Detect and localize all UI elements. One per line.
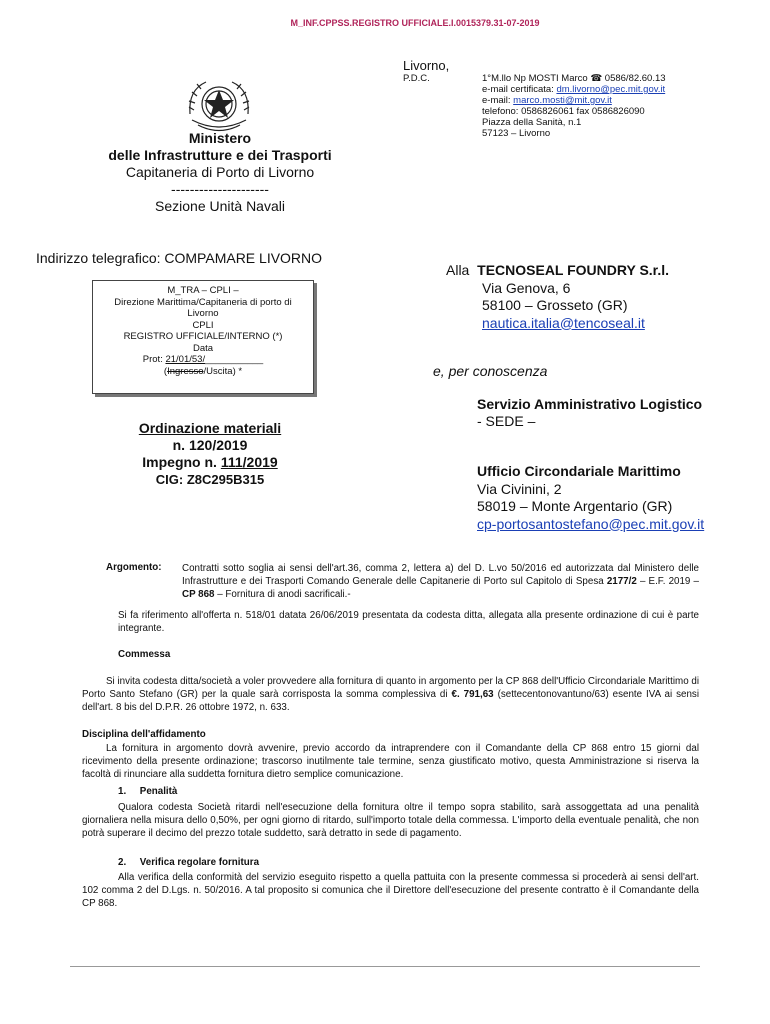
contact-email: e-mail: marco.mosti@mit.gov.it <box>482 95 612 106</box>
cc-sal <box>477 396 702 430</box>
register-line: CPLI <box>192 319 214 331</box>
recipient-city: 58100 – Grosseto (GR) <box>482 297 628 313</box>
footer-divider <box>70 966 700 967</box>
sender-contact <box>482 73 666 139</box>
order-title: Ordinazione materiali <box>138 420 282 436</box>
verifica-paragraph: Alla verifica della conformità del servizio eseguito rispetto a quella pattuita con la presente commessa si procederà ai sensi dell'art. 102 comma 2 del D.Lgs. n. 50/2016. A tal proposito si comunica che il Direttore dell'esecuzione del presente contratto è il Comandante della CP 868. <box>82 872 699 909</box>
argomento-label: Argomento: <box>106 562 162 573</box>
protocol-stamp: M_INF.CPPSS.REGISTRO UFFICIALE.I.0015379.31-07-2019 <box>290 18 540 28</box>
disciplina-paragraph: La fornitura in argomento dovrà avvenire, previo accordo da intraprendere con il Comandante della CP 868 entro 15 giorni dal ricevimento della presente ordinazione; trascorso inutilmente tale termine, senza giustificato motivo, questa Amministrazione si riserva la facoltà di rinunciare alla suddetta fornitura dietro semplice comunicazione. <box>82 743 699 780</box>
order-impegno: Impegno n. 111/2019 <box>142 454 278 470</box>
ministry-header <box>60 130 380 215</box>
order-block <box>90 420 330 488</box>
recipient-street: Via Genova, 6 <box>482 279 571 296</box>
ingresso-struck: Ingresso <box>167 365 204 377</box>
cc-ucm-city: 58019 – Monte Argentario (GR) <box>477 498 673 514</box>
cc-ucm-name: Ufficio Circondariale Marittimo <box>477 463 681 479</box>
telegraph-address: Indirizzo telegrafico: COMPAMARE LIVORNO <box>36 250 323 266</box>
pec-link[interactable]: dm.livorno@pec.mit.gov.it <box>556 84 666 95</box>
per-conoscenza: e, per conoscenza <box>433 363 548 379</box>
contact-zip-city: 57123 – Livorno <box>482 128 551 139</box>
cc-ucm-email-link[interactable]: cp-portosantostefano@pec.mit.gov.it <box>477 515 705 532</box>
recipient-name-line: Alla TECNOSEAL FOUNDRY S.r.l. <box>446 262 670 278</box>
header-separator: --------------------- <box>171 181 269 197</box>
ministry-name: Ministero <box>188 130 252 146</box>
cc-sal-name: Servizio Amministrativo Logistico <box>477 396 703 412</box>
commessa-amount: €. 791,63 <box>451 689 494 700</box>
recipient-email-link[interactable]: nautica.italia@tencoseal.it <box>482 314 645 331</box>
register-box <box>92 280 314 394</box>
prot-number: 21/01/53/ <box>165 354 206 365</box>
register-line: M_TRA – CPLI – <box>167 285 239 296</box>
ministry-full-name: delle Infrastrutture e dei Trasporti <box>108 147 332 163</box>
recipient-address <box>446 262 669 332</box>
register-line: REGISTRO UFFICIALE/INTERNO (*) <box>123 331 283 342</box>
verifica-heading: 2. Verifica regolare fornitura <box>118 857 260 868</box>
riferimento-paragraph: Si fa riferimento all'offerta n. 518/01 datata 26/06/2019 presentata da codesta ditta, allegata alla presente ordinazione di cui è parte integrante. <box>118 610 699 634</box>
contact-street: Piazza della Sanità, n.1 <box>482 117 582 128</box>
email-link[interactable]: marco.mosti@mit.gov.it <box>513 95 612 106</box>
register-prot: Prot: 21/01/53/___________ <box>142 354 264 365</box>
order-cig: CIG: Z8C295B315 <box>155 472 265 487</box>
penalita-paragraph: Qualora codesta Società ritardi nell'esecuzione della fornitura oltre il tempo sopra stabilito, sarà assoggettata ad una penalità giornaliera nella misura dello 0,50%, per ogni giorno di ritardo, sull'importo totale della commessa. L'importo della eventuale penalità, che non potrà superare il decimo del prezzo totale suddetto, sarà detratto in sede di pagamento. <box>82 802 699 839</box>
disciplina-heading: Disciplina dell'affidamento <box>82 729 206 740</box>
section-name: Sezione Unità Navali <box>155 198 285 214</box>
cc-ucm-street: Via Civinini, 2 <box>477 480 562 497</box>
argomento-text: Contratti sotto soglia ai sensi dell'art.36, comma 2, lettera a) del D. L.vo 50/2016 ed autorizzata dal Ministero delle Infrastrutture e dei Trasporti Comando Generale delle Capitanerie di Porto sul Capitolo di Spesa 2177/2 – E.F. 2019 – CP 868 – Fornitura di anodi sacrificali.- <box>182 563 699 600</box>
recipient-name: TECNOSEAL FOUNDRY S.r.l. <box>477 262 670 278</box>
register-line: Direzione Marittima/Capitaneria di porto di <box>114 296 292 308</box>
register-date-label: Data <box>192 342 214 354</box>
penalita-heading: 1. Penalità <box>118 786 178 797</box>
contact-phone: telefono: 0586826061 fax 0586826090 <box>482 106 645 117</box>
sender-city: Livorno, <box>403 58 450 73</box>
capitaneria-name: Capitaneria di Porto di Livorno <box>125 164 315 180</box>
commessa-heading: Commessa <box>118 649 171 660</box>
register-line: Livorno <box>187 308 219 319</box>
register-direction: (Ingresso/Uscita) * <box>163 365 243 377</box>
contact-pec: e-mail certificata: dm.livorno@pec.mit.gov.it <box>482 84 666 95</box>
cc-ucm <box>477 463 704 533</box>
emblem-icon <box>178 70 260 138</box>
cc-sal-sub: - SEDE – <box>477 413 536 429</box>
order-number: n. 120/2019 <box>172 437 248 453</box>
pdc-label: P.D.C. <box>403 73 430 84</box>
contact-name: 1°M.llo Np MOSTI Marco ☎ 0586/82.60.13 <box>482 73 666 84</box>
commessa-paragraph: Si invita codesta ditta/società a voler provvedere alla fornitura di quanto in argomento per la CP 868 dell'Ufficio Circondariale Marittimo di Porto Santo Stefano (GR) per la quale sarà corrisposta la somma complessiva di €. 791,63 (settecentonovantuno/63) esente IVA ai sensi dell'art. 8 bis del D.P.R. 26 ottobre 1972, n. 633. <box>82 676 699 713</box>
